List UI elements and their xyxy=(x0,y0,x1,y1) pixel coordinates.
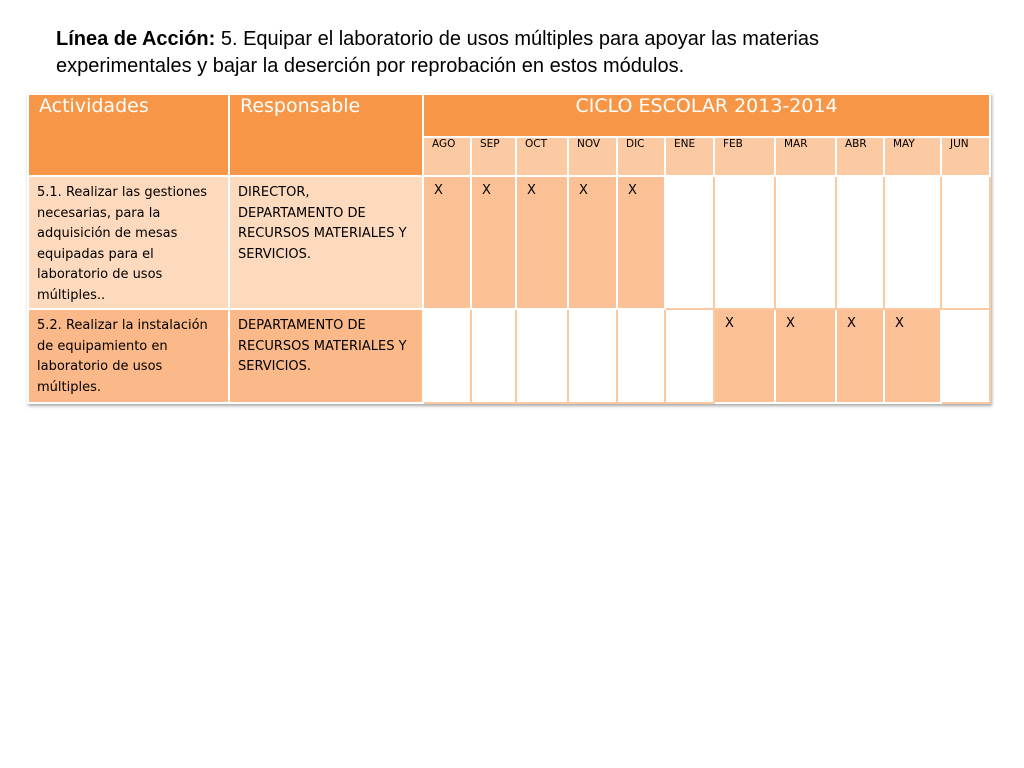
header-row xyxy=(28,94,990,137)
month-mark-cell xyxy=(423,309,471,403)
month-header: AGO xyxy=(423,137,471,176)
month-header: DIC xyxy=(617,137,665,176)
heading-label: Línea de Acción: xyxy=(56,28,216,50)
month-mark-cell xyxy=(568,309,617,403)
month-mark-cell xyxy=(665,309,714,403)
month-header: NOV xyxy=(568,137,617,176)
responsible-cell: DIRECTOR, DEPARTAMENTO DE RECURSOS MATERIALES Y SERVICIOS. xyxy=(229,176,423,309)
month-mark-cell xyxy=(836,176,884,309)
month-header: JUN xyxy=(941,137,990,176)
month-mark-cell: X xyxy=(568,176,617,309)
month-mark-cell xyxy=(665,176,714,309)
month-mark-cell xyxy=(516,309,568,403)
line-of-action-heading xyxy=(56,26,956,80)
month-mark-cell xyxy=(471,309,516,403)
month-header: MAY xyxy=(884,137,941,176)
month-mark-cell: X xyxy=(836,309,884,403)
month-mark-cell: X xyxy=(423,176,471,309)
table-row xyxy=(28,309,990,403)
activity-cell: 5.2. Realizar la instalación de equipamiento en laboratorio de usos múltiples. xyxy=(28,309,229,403)
school-cycle-header: CICLO ESCOLAR 2013-2014 xyxy=(423,94,990,137)
month-mark-cell: X xyxy=(775,309,836,403)
month-header: FEB xyxy=(714,137,775,176)
month-mark-cell xyxy=(941,176,990,309)
month-mark-cell xyxy=(617,309,665,403)
month-header: OCT xyxy=(516,137,568,176)
heading-text: 5. Equipar el laboratorio de usos múltiples para apoyar las materias experimentales y bajar la deserción por reprobación en estos módulos. xyxy=(56,28,819,77)
month-mark-cell: X xyxy=(714,309,775,403)
month-mark-cell xyxy=(714,176,775,309)
month-header: ABR xyxy=(836,137,884,176)
month-mark-cell xyxy=(941,309,990,403)
table-row xyxy=(28,176,990,309)
responsible-column-header: Responsable xyxy=(229,94,423,176)
month-mark-cell: X xyxy=(471,176,516,309)
responsible-cell: DEPARTAMENTO DE RECURSOS MATERIALES Y SERVICIOS. xyxy=(229,309,423,403)
month-mark-cell: X xyxy=(516,176,568,309)
activity-cell: 5.1. Realizar las gestiones necesarias, para la adquisición de mesas equipadas para el laboratorio de usos múltiples.. xyxy=(28,176,229,309)
month-mark-cell xyxy=(884,176,941,309)
activities-column-header: Actividades xyxy=(28,94,229,176)
activity-schedule-table xyxy=(27,93,991,404)
month-mark-cell xyxy=(775,176,836,309)
month-header: SEP xyxy=(471,137,516,176)
month-mark-cell: X xyxy=(617,176,665,309)
month-header: ENE xyxy=(665,137,714,176)
month-mark-cell: X xyxy=(884,309,941,403)
month-header: MAR xyxy=(775,137,836,176)
